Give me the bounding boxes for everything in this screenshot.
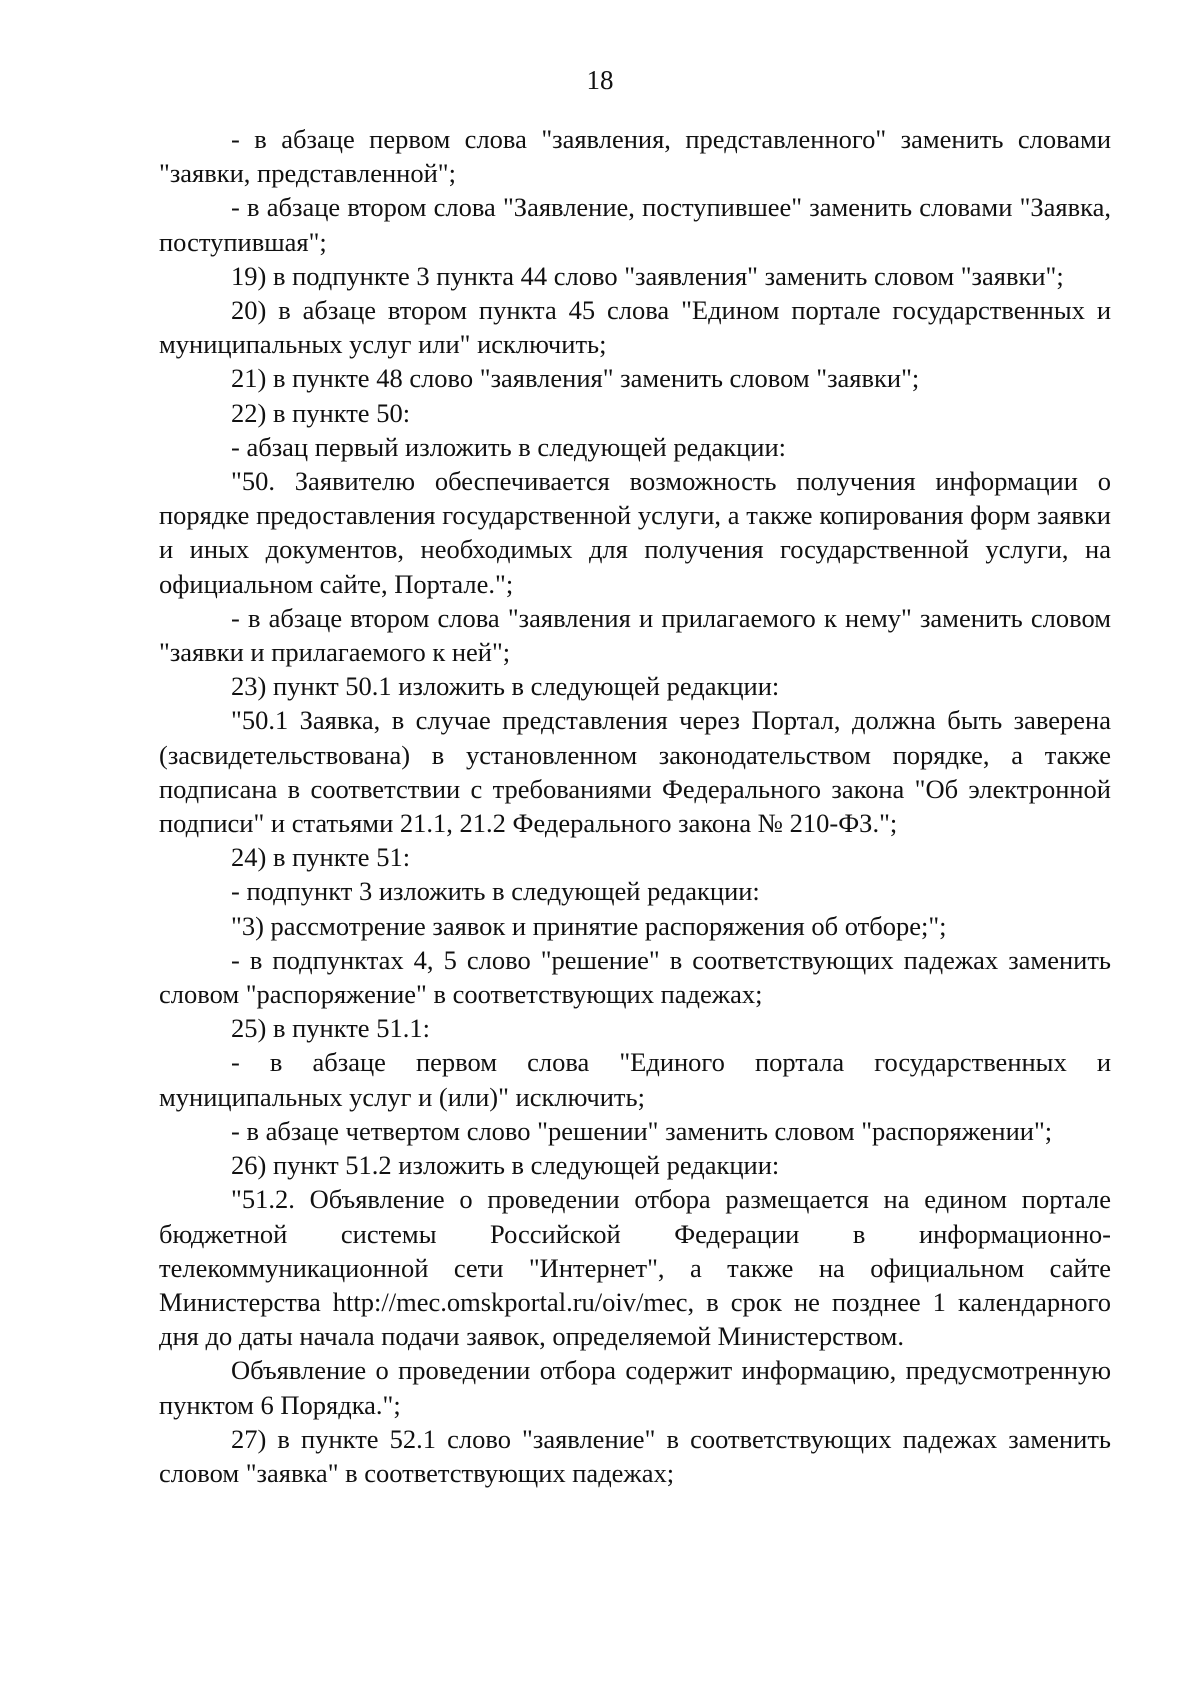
paragraph: - в абзаце втором слова "Заявление, поступившее" заменить словами "Заявка, поступившая"; bbox=[159, 192, 1111, 257]
paragraph: - в абзаце первом слова "Единого портала государственных и муниципальных услуг и (или)" исключить; bbox=[159, 1047, 1111, 1112]
paragraph: - в подпунктах 4, 5 слово "решение" в соответствующих падежах заменить словом "распоряжение" в соответствующих падежах; bbox=[159, 944, 1111, 1010]
document-body bbox=[159, 122, 1111, 1490]
paragraph: 21) в пункте 48 слово "заявления" заменить словом "заявки"; bbox=[231, 363, 920, 394]
paragraph: Объявление о проведении отбора содержит информацию, предусмотренную пунктом 6 Порядка."; bbox=[159, 1355, 1111, 1420]
paragraph: 23) пункт 50.1 изложить в следующей редакции: bbox=[231, 671, 780, 702]
paragraph: - в абзаце четвертом слово "решении" заменить словом "распоряжении"; bbox=[231, 1115, 1053, 1146]
paragraph: - абзац первый изложить в следующей редакции: bbox=[231, 431, 787, 462]
paragraph: "50.1 Заявка, в случае представления через Портал, должна быть заверена (засвидетельствована) в установленном законодательством порядке, а также подписана в соответствии с требованиями Федерального закона "Об электронной подписи" и статьями 21.1, 21.2 Федерального закона № 210-ФЗ."; bbox=[159, 705, 1111, 839]
page-number: 18 bbox=[586, 65, 614, 95]
paragraph: 20) в абзаце втором пункта 45 слова "Едином портале государственных и муниципальных услуг или" исключить; bbox=[159, 295, 1111, 360]
paragraph: 25) в пункте 51.1: bbox=[231, 1013, 430, 1044]
paragraph: 26) пункт 51.2 изложить в следующей редакции: bbox=[231, 1150, 780, 1181]
paragraph: 22) в пункте 50: bbox=[231, 397, 411, 428]
paragraph: - в абзаце втором слова "заявления и прилагаемого к нему" заменить словом "заявки и прилагаемого к ней"; bbox=[159, 602, 1111, 668]
paragraph: "51.2. Объявление о проведении отбора размещается на едином портале бюджетной системы Российской Федерации в информационно-телекоммуникационной сети "Интернет", а также на официальном сайте Министерства http://mec.omskportal.ru/oiv/mec, в срок не позднее 1 календарного дня до даты начала подачи заявок, определяемой Министерством. bbox=[159, 1184, 1111, 1352]
paragraph: 24) в пункте 51: bbox=[231, 842, 411, 873]
paragraph: "3) рассмотрение заявок и принятие распоряжения об отборе;"; bbox=[231, 910, 947, 941]
paragraph: 27) в пункте 52.1 слово "заявление" в соответствующих падежах заменить словом "заявка" в соответствующих падежах; bbox=[159, 1423, 1111, 1488]
paragraph: - в абзаце первом слова "заявления, представленного" заменить словами "заявки, представленной"; bbox=[159, 124, 1111, 189]
paragraph: - подпункт 3 изложить в следующей редакции: bbox=[231, 876, 760, 907]
paragraph: "50. Заявителю обеспечивается возможность получения информации о порядке предоставления государственной услуги, а также копирования форм заявки и иных документов, необходимых для получения государственной услуги, на официальном сайте, Портале."; bbox=[159, 466, 1111, 599]
paragraph: 19) в подпункте 3 пункта 44 слово "заявления" заменить словом "заявки"; bbox=[231, 260, 1064, 291]
